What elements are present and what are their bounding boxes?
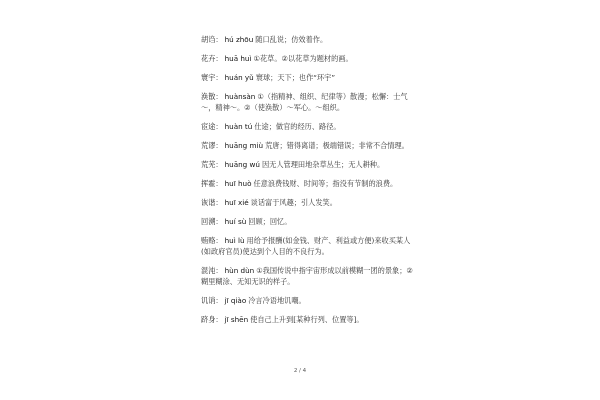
entry-definition: ①花草。②以花草为题材的画。 — [253, 54, 353, 63]
list-item — [201, 314, 413, 325]
list-item — [201, 121, 413, 132]
entry-pinyin: huì lù — [224, 236, 245, 245]
list-item — [201, 72, 413, 83]
entry-definition: 随口乱说；仿效着作。 — [255, 35, 328, 44]
list-item — [201, 159, 413, 170]
entry-definition: 冷言冷语地讥嘲。 — [248, 296, 306, 305]
list-item — [201, 216, 413, 227]
entry-pinyin: huàn tú — [224, 122, 253, 131]
entry-term: 混沌： — [201, 266, 223, 275]
entry-pinyin: huí sù — [224, 217, 247, 226]
entry-definition: ①（指精神、组织、纪律等）散漫；松懈：士气～，精神～。②（使涣散）～军心。～组织。 — [201, 92, 408, 112]
entry-term: 跻身： — [201, 315, 223, 324]
list-item — [201, 265, 413, 287]
list-item — [201, 178, 413, 189]
entry-definition: 因无人管理田地杂草丛生；无人耕种。 — [261, 160, 385, 169]
entry-term: 回溯： — [201, 217, 223, 226]
entry-term: 贿赂： — [201, 236, 223, 245]
entry-pinyin: jī qiào — [224, 296, 247, 305]
entry-pinyin: huànsàn — [224, 92, 256, 101]
entry-definition: 任意浪费钱财、时间等；指没有节制的浪费。 — [253, 179, 398, 188]
entry-term: 寰宇： — [201, 73, 223, 82]
entry-definition: 寰球；天下；也作“环宇” — [255, 73, 336, 82]
entry-definition: ①我国传说中指宇宙形成以前模糊一团的景象；②糊里糊涂、无知无识的样子。 — [201, 266, 413, 286]
list-item — [201, 91, 413, 113]
entry-pinyin: hú zhōu — [224, 35, 254, 44]
entry-term: 荒芜： — [201, 160, 223, 169]
page-number: 2 / 4 — [293, 368, 307, 374]
vocabulary-list — [201, 34, 413, 325]
list-item — [201, 295, 413, 306]
list-item — [201, 235, 413, 257]
entry-pinyin: huán yǔ — [224, 73, 254, 82]
entry-term: 荒谬： — [201, 141, 223, 150]
entry-definition: 用给予报酬(如金钱、财产、利益或方便)来收买某人(如政府官员)使达到个人目的不良行为。 — [201, 236, 411, 256]
entry-pinyin: hùn dùn — [224, 266, 255, 275]
entry-pinyin: huī huò — [224, 179, 252, 188]
entry-definition: 仕途；做官的经历、路径。 — [254, 122, 341, 131]
entry-pinyin: huī xié — [224, 198, 249, 207]
entry-definition: 谈话富于风趣；引人发笑。 — [250, 198, 337, 207]
entry-term: 挥霍： — [201, 179, 223, 188]
entry-definition: 荒唐；错得离谱；极端错误；非常不合情理。 — [265, 141, 409, 150]
entry-pinyin: jī shēn — [224, 315, 249, 324]
entry-definition: 使自己上升到[某种行列、位置等]。 — [250, 315, 364, 324]
list-item — [201, 197, 413, 208]
list-item — [201, 140, 413, 151]
list-item — [201, 53, 413, 64]
entry-definition: 回顾；回忆。 — [248, 217, 292, 226]
entry-pinyin: huāng miù — [224, 141, 264, 150]
entry-term: 讥诮： — [201, 296, 223, 305]
entry-term: 花卉： — [201, 54, 223, 63]
entry-term: 胡诌： — [201, 35, 223, 44]
entry-pinyin: huāng wú — [224, 160, 260, 169]
entry-term: 宦途： — [201, 122, 223, 131]
entry-term: 涣散： — [201, 92, 223, 101]
entry-pinyin: huā huì — [224, 54, 252, 63]
list-item — [201, 34, 413, 45]
entry-term: 诙谐： — [201, 198, 223, 207]
